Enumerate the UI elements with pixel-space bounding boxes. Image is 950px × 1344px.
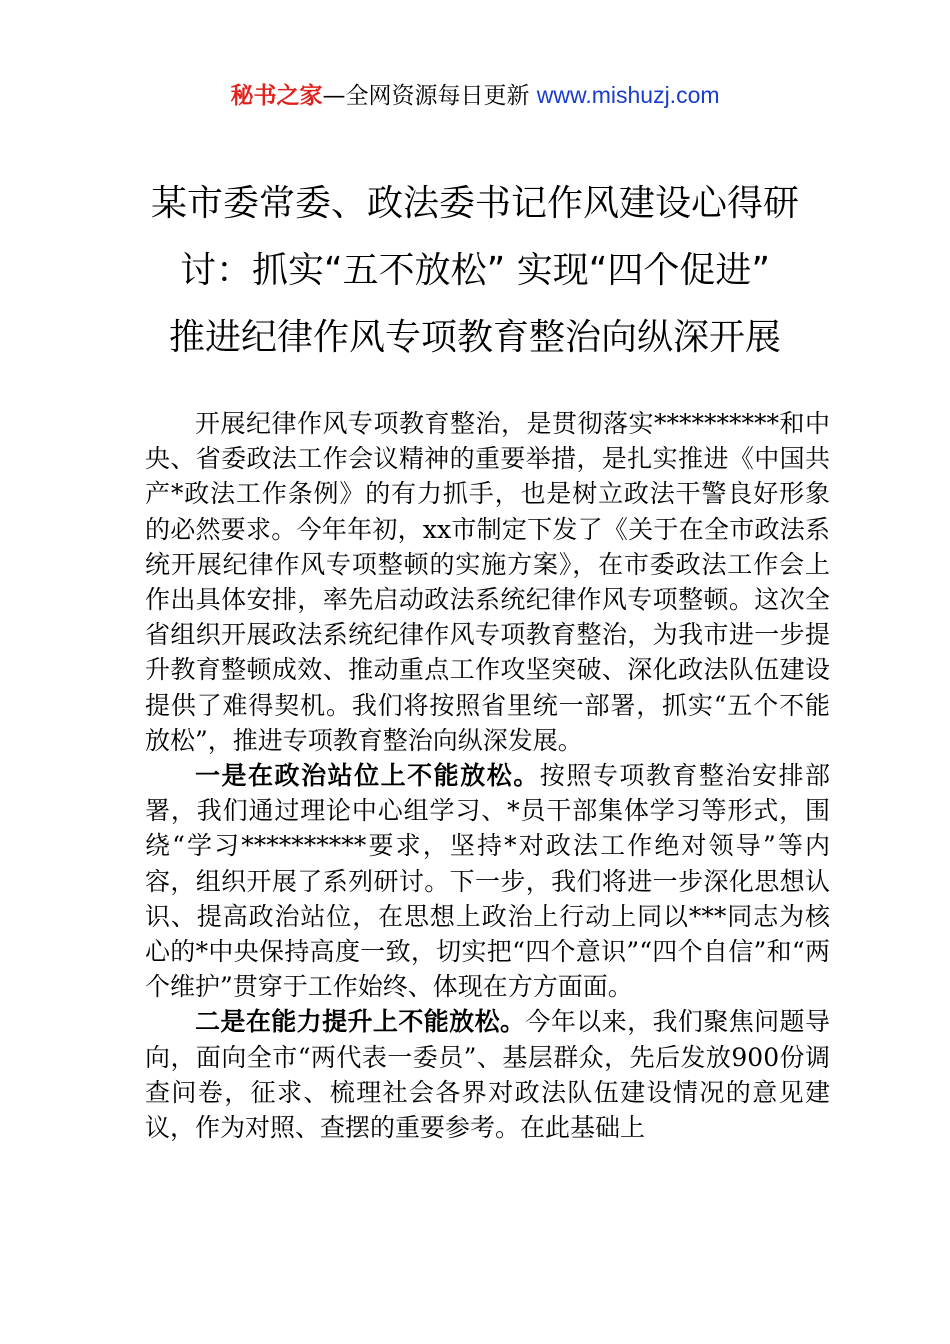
document-body	[145, 406, 830, 1145]
title-line-1: 某市委常委、政法委书记作风建设心得研	[150, 183, 799, 224]
title-line-2: 讨：抓实“五不放松” 实现“四个促进”	[179, 250, 771, 291]
site-url-link[interactable]: www.mishuzj.com	[536, 82, 720, 108]
paragraph-point-2-text: 今年以来，我们聚焦问题导向，面向全市“两代表一委员”、基层群众，先后发放900份调查问卷，征求、梳理社会各界对政法队伍建设情况的意见建议，作为对照、查摆的重要参考。在此基础上	[145, 1007, 830, 1143]
paragraph-point-2	[145, 1004, 830, 1145]
paragraph-intro	[145, 406, 830, 758]
paragraph-point-1	[145, 758, 830, 1004]
paragraph-point-1-heading: 一是在政治站位上不能放松。	[195, 761, 540, 791]
site-brand: 秘书之家	[230, 83, 323, 109]
paragraph-point-2-heading: 二是在能力提升上不能放松。	[195, 1007, 526, 1037]
paragraph-point-1-text: 按照专项教育整治安排部署，我们通过理论中心组学习、*员干部集体学习等形式，围绕“学习**********要求，坚持*对政法工作绝对领导”等内容，组织开展了系列研讨。下一步，我们将进一步深化思想认识、提高政治站位，在思想上政治上行动上同以***同志为核心的*中央保持高度一致，切实把“四个意识”“四个自信”和“两个维护”贯穿于工作始终、体现在方方面面。	[145, 761, 830, 1002]
paragraph-intro-text: 开展纪律作风专项教育整治，是贯彻落实**********和中央、省委政法工作会议精神的重要举措，是扎实推进《中国共产*政法工作条例》的有力抓手，也是树立政法干警良好形象的必然要求。今年年初，xx市制定下发了《关于在全市政法系统开展纪律作风专项整顿的实施方案》，在市委政法工作会上作出具体安排，率先启动政法系统纪律作风专项整顿。这次全省组织开展政法系统纪律作风专项教育整治，为我市进一步提升教育整顿成效、推动重点工作攻坚突破、深化政法队伍建设提供了难得契机。我们将按照省里统一部署，抓实“五个不能放松”，推进专项教育整治向纵深发展。	[145, 409, 830, 755]
title-line-3: 推进纪律作风专项教育整治向纵深开展	[168, 317, 781, 358]
site-tagline: —全网资源每日更新	[322, 83, 537, 109]
document-title	[120, 170, 830, 371]
site-header	[0, 78, 950, 113]
